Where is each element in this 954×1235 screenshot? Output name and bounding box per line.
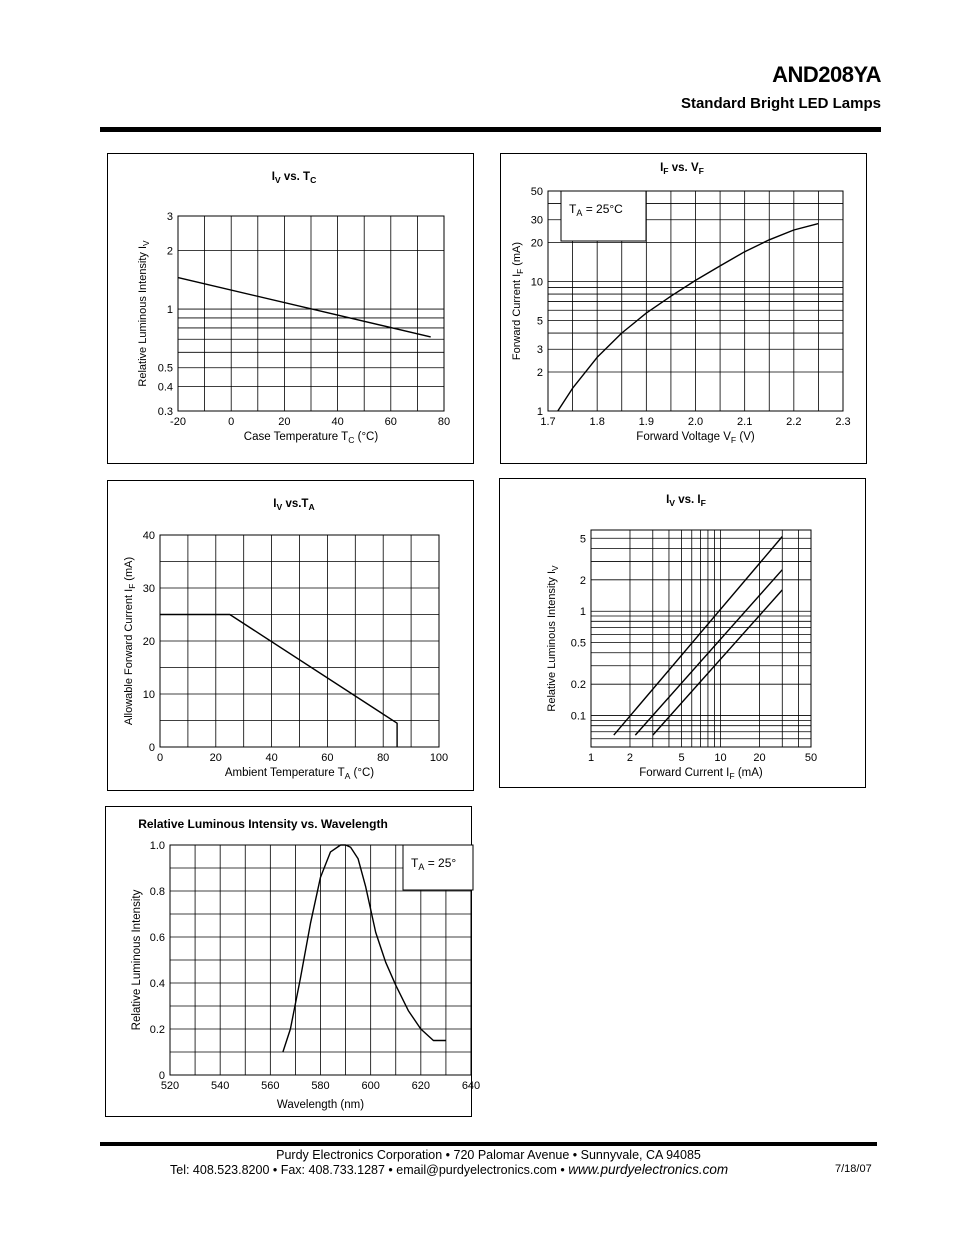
header-rule [100,127,881,132]
series-line-0 [160,615,397,748]
y-tick-label-4: 0.8 [149,886,165,898]
x-axis-label-part-2: (°C) [350,767,375,779]
y-tick-label-1: 0.2 [570,679,586,692]
x-tick-label-0: -20 [170,416,186,428]
x-tick-label-3: 60 [321,752,334,764]
y-axis-label-part-1: F [128,583,137,589]
series-line-0 [614,537,783,736]
annotation-text-part-1: A [418,862,425,872]
y-axis-label [137,240,151,387]
y-axis-label [511,242,525,360]
chart-title-part-2: vs. I [675,494,701,506]
y-axis-label-part-0: Relative Luminous Intensity I [137,245,149,387]
y-tick-label-3: 0.6 [149,932,165,944]
annotation-text-part-0: T [411,856,419,870]
chart-if-vs-vf-svg [501,154,866,463]
annotation-text-part-1: A [576,208,583,218]
y-tick-label-2: 0.4 [149,978,165,990]
chart-title-part-2: vs.T [282,498,309,510]
y-axis-label-part-0: Relative Luminous Intensity I [546,570,558,712]
x-tick-label-0: 520 [160,1080,180,1092]
x-axis-label [244,431,379,445]
x-tick-label-1: 1.8 [589,416,605,428]
chart-if-vs-vf [500,153,867,464]
annotation-text-part-0: T [569,202,577,216]
series-line-2 [653,590,783,735]
y-tick-label-1: 2 [536,367,543,380]
chart-iv-vs-tc-svg [108,154,473,463]
chart-title-part-1: V [669,498,676,508]
y-tick-label-2: 3 [536,344,543,357]
x-axis-label-part-0: Ambient Temperature T [224,767,345,779]
chart-title-part-3: C [310,175,317,185]
y-tick-label-2: 0.5 [157,362,173,375]
x-tick-label-5: 100 [429,752,449,764]
x-tick-label-4: 20 [753,752,766,764]
y-tick-label-3: 5 [536,315,543,328]
chart-title [272,171,317,185]
y-tick-label-4: 40 [142,530,155,542]
chart-title [666,494,706,508]
x-axis-label-part-2: (V) [736,431,755,443]
chart-spectrum [105,806,481,1117]
chart-title-part-3: F [700,498,706,508]
x-axis-label-part-0: Forward Current I [639,767,730,779]
chart-title-part-0: I [271,171,275,183]
chart-title-part-1: V [276,502,283,512]
chart-spectrum-svg [106,807,481,1116]
y-tick-label-0: 0.3 [157,406,173,418]
x-tick-label-4: 2.1 [737,416,753,428]
y-tick-label-5: 5 [579,533,586,546]
chart-iv-vs-if-svg [500,479,865,787]
x-tick-label-1: 20 [209,752,222,764]
chart-title-part-2: vs. V [668,162,699,174]
x-tick-label-2: 20 [278,416,291,428]
y-tick-label-6: 30 [530,214,543,227]
chart-iv-vs-if [499,478,866,788]
x-axis-label-part-0: Forward Voltage V [636,431,731,443]
y-axis-label-part-1: V [551,565,560,571]
footer-rule [100,1142,877,1146]
chart-title: Relative Luminous Intensity vs. Wavelength [138,817,388,831]
x-tick-label-2: 560 [261,1080,280,1092]
y-axis-label-part-2: (mA) [123,556,135,584]
chart-title-part-0: I [273,498,277,510]
y-tick-label-1: 10 [142,689,155,701]
y-axis-label-part-1: F [516,268,525,274]
x-tick-label-5: 80 [437,416,451,428]
y-axis-label-part-1: V [142,240,151,246]
y-tick-label-5: 1.0 [149,840,165,852]
y-axis-label-part-0: Forward Current I [511,273,523,361]
x-tick-label-1: 0 [228,416,235,428]
x-axis-label-part-1: F [730,435,737,445]
company-address: Purdy Electronics Corporation • 720 Palomar Avenue • Sunnyvale, CA 94085 [276,1148,701,1162]
x-axis-label-part-0: Case Temperature T [243,431,349,443]
x-axis-label [639,767,763,781]
x-tick-label-3: 40 [331,416,344,428]
x-tick-label-5: 2.2 [786,416,802,428]
x-tick-label-4: 60 [384,416,397,428]
y-axis-label [546,565,560,712]
y-tick-label-2: 0.5 [570,637,586,650]
chart-if-vs-ta [107,480,474,791]
x-tick-label-5: 50 [804,752,818,764]
y-tick-label-5: 20 [530,237,543,250]
chart-title-part-1: F [663,166,669,176]
y-axis-label-part-2: (mA) [511,241,523,269]
y-tick-label-3: 30 [142,583,155,595]
x-tick-label-6: 640 [461,1080,481,1092]
contact-line [170,1162,728,1177]
x-tick-label-0: 1 [587,752,595,764]
x-tick-label-6: 2.3 [835,416,851,428]
y-tick-label-0: 0 [158,1070,165,1082]
y-tick-label-1: 0.4 [157,381,173,394]
website-link[interactable]: www.purdyelectronics.com [568,1162,729,1177]
x-tick-label-1: 540 [210,1080,230,1092]
x-axis-label-part-1: F [729,771,735,781]
x-tick-label-3: 580 [311,1080,330,1092]
x-tick-label-1: 2 [626,752,634,764]
x-tick-label-0: 1.7 [540,416,556,428]
chart-title-part-0: I [666,494,670,506]
y-axis-label: Relative Luminous Intensity [131,889,143,1031]
chart-if-vs-ta-svg [108,481,473,790]
revision-date: 7/18/07 [835,1163,872,1175]
chart-title-part-3: A [308,502,315,512]
y-tick-label-4: 10 [530,276,543,289]
x-tick-label-2: 5 [678,752,685,764]
part-number: AND208YA [772,62,881,87]
y-tick-label-3: 1 [579,606,586,619]
x-tick-label-5: 620 [411,1080,431,1092]
y-tick-label-3: 1 [166,304,173,317]
x-tick-label-2: 40 [265,752,278,764]
x-axis-label-part-1: A [344,771,351,781]
y-tick-label-0: 0.1 [570,710,586,723]
chart-title-part-2: vs. T [280,171,311,183]
x-axis-label-part-2: (mA) [734,767,763,779]
x-axis-label: Wavelength (nm) [276,1099,365,1111]
y-tick-label-5: 3 [166,211,173,223]
chart-title-part-3: F [698,166,704,176]
chart-title-part-1: V [274,175,281,185]
y-tick-label-0: 1 [536,406,543,418]
contact-info: Tel: 408.523.8200 • Fax: 408.733.1287 • email@purdyelectronics.com • [170,1163,569,1177]
y-tick-label-1: 0.2 [149,1024,165,1036]
y-tick-label-4: 2 [166,245,173,258]
y-tick-label-4: 2 [579,574,586,587]
x-tick-label-3: 10 [714,752,727,764]
x-axis-label [225,767,374,781]
y-axis-label-part-0: Allowable Forward Current I [123,588,135,726]
chart-title [273,498,314,512]
y-tick-label-0: 0 [148,742,155,754]
plot-frame [591,530,811,747]
y-axis-label [123,557,137,725]
annotation-text-part-2: = 25° [424,856,457,870]
y-tick-label-7: 50 [530,186,543,198]
chart-title-part-0: I [660,162,664,174]
annotation-text [411,856,456,872]
x-tick-label-0: 0 [156,752,164,764]
annotation-box [561,191,646,241]
x-tick-label-4: 80 [377,752,390,764]
x-tick-label-2: 1.9 [638,416,654,428]
chart-iv-vs-tc [107,153,474,464]
x-tick-label-3: 2.0 [687,416,704,428]
chart-title [660,162,704,176]
x-axis-label-part-1: C [348,435,355,445]
product-subtitle: Standard Bright LED Lamps [680,95,881,112]
x-axis-label-part-2: (°C) [354,431,379,443]
annotation-text-part-2: = 25°C [582,202,623,216]
x-axis-label [636,431,755,445]
y-tick-label-2: 20 [142,636,155,648]
x-tick-label-4: 600 [361,1080,380,1092]
